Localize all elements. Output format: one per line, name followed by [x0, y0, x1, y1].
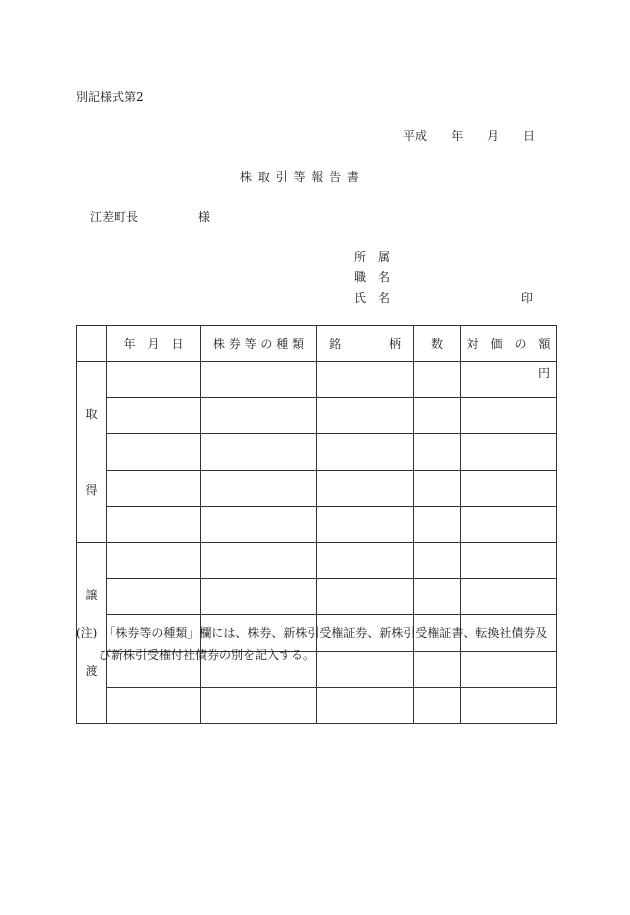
table-cell[interactable] — [461, 579, 557, 615]
document-title: 株 取 引 等 報 告 書 — [240, 170, 360, 184]
table-cell[interactable] — [414, 434, 461, 470]
table-cell[interactable] — [317, 543, 414, 579]
table-cell[interactable] — [201, 434, 317, 470]
acquisition-char-2: 得 — [85, 483, 98, 497]
table-cell[interactable] — [107, 434, 201, 470]
table-cell[interactable] — [201, 543, 317, 579]
header-stock-type: 株 券 等 の 種 類 — [201, 326, 317, 362]
transaction-table — [76, 325, 557, 724]
table-row — [77, 579, 557, 615]
form-number: 別記様式第2 — [76, 90, 144, 104]
table-cell[interactable] — [414, 543, 461, 579]
table-cell[interactable] — [461, 398, 557, 434]
note-line-1: (注) 「株券等の種類」欄には、株券、新株引受権証券、新株引受権証書、転換社債券及 — [76, 626, 548, 640]
table-cell[interactable] — [461, 434, 557, 470]
table-cell[interactable] — [414, 579, 461, 615]
table-cell[interactable] — [414, 470, 461, 506]
header-category — [77, 326, 107, 362]
table-cell[interactable] — [107, 543, 201, 579]
table-row — [77, 543, 557, 579]
seal-label: 印 — [521, 291, 534, 305]
table-row — [77, 434, 557, 470]
table-cell[interactable] — [317, 362, 414, 398]
table-cell[interactable] — [201, 398, 317, 434]
table-cell[interactable] — [461, 506, 557, 542]
table-cell[interactable] — [107, 398, 201, 434]
table-cell[interactable] — [201, 506, 317, 542]
table-cell[interactable] — [317, 579, 414, 615]
table-cell[interactable] — [201, 470, 317, 506]
transfer-char-2: 渡 — [85, 664, 98, 678]
table-cell[interactable] — [201, 579, 317, 615]
name-label: 氏 名 — [354, 291, 391, 305]
table-cell[interactable] — [414, 651, 461, 687]
table-cell[interactable] — [107, 506, 201, 542]
table-row — [77, 398, 557, 434]
transfer-char-1: 譲 — [85, 588, 98, 602]
table-cell[interactable] — [107, 687, 201, 723]
header-quantity: 数 — [414, 326, 461, 362]
table-row — [77, 506, 557, 542]
table-cell[interactable] — [461, 687, 557, 723]
table-cell[interactable] — [317, 434, 414, 470]
header-issue-name: 銘 柄 — [317, 326, 414, 362]
table-cell[interactable] — [414, 506, 461, 542]
table-row — [77, 362, 557, 398]
table-cell[interactable] — [107, 579, 201, 615]
yen-unit[interactable]: 円 — [461, 362, 557, 398]
table-cell[interactable] — [201, 362, 317, 398]
header-date: 年 月 日 — [107, 326, 201, 362]
table-cell[interactable] — [317, 651, 414, 687]
table-cell[interactable] — [317, 506, 414, 542]
table-cell[interactable] — [317, 687, 414, 723]
table-row — [77, 687, 557, 723]
table-cell[interactable] — [461, 470, 557, 506]
header-consideration-amount: 対 価 の 額 — [461, 326, 557, 362]
table-cell[interactable] — [317, 398, 414, 434]
position-label: 職 名 — [354, 270, 391, 284]
date-line: 平成 年 月 日 — [403, 129, 536, 143]
table-cell[interactable] — [414, 687, 461, 723]
table-cell[interactable] — [414, 398, 461, 434]
addressee: 江差町長 様 — [90, 210, 211, 224]
table-cell[interactable] — [461, 651, 557, 687]
table-cell[interactable] — [317, 470, 414, 506]
acquisition-label — [77, 362, 107, 543]
table-row — [77, 470, 557, 506]
affiliation-label: 所 属 — [354, 250, 391, 264]
note-line-2: び新株引受権付社債券の別を記入する。 — [99, 648, 316, 662]
table-cell[interactable] — [107, 470, 201, 506]
table-header-row — [77, 326, 557, 362]
acquisition-char-1: 取 — [85, 407, 98, 421]
table-cell[interactable] — [201, 687, 317, 723]
table-cell[interactable] — [414, 362, 461, 398]
table-cell[interactable] — [461, 543, 557, 579]
table-cell[interactable] — [107, 362, 201, 398]
